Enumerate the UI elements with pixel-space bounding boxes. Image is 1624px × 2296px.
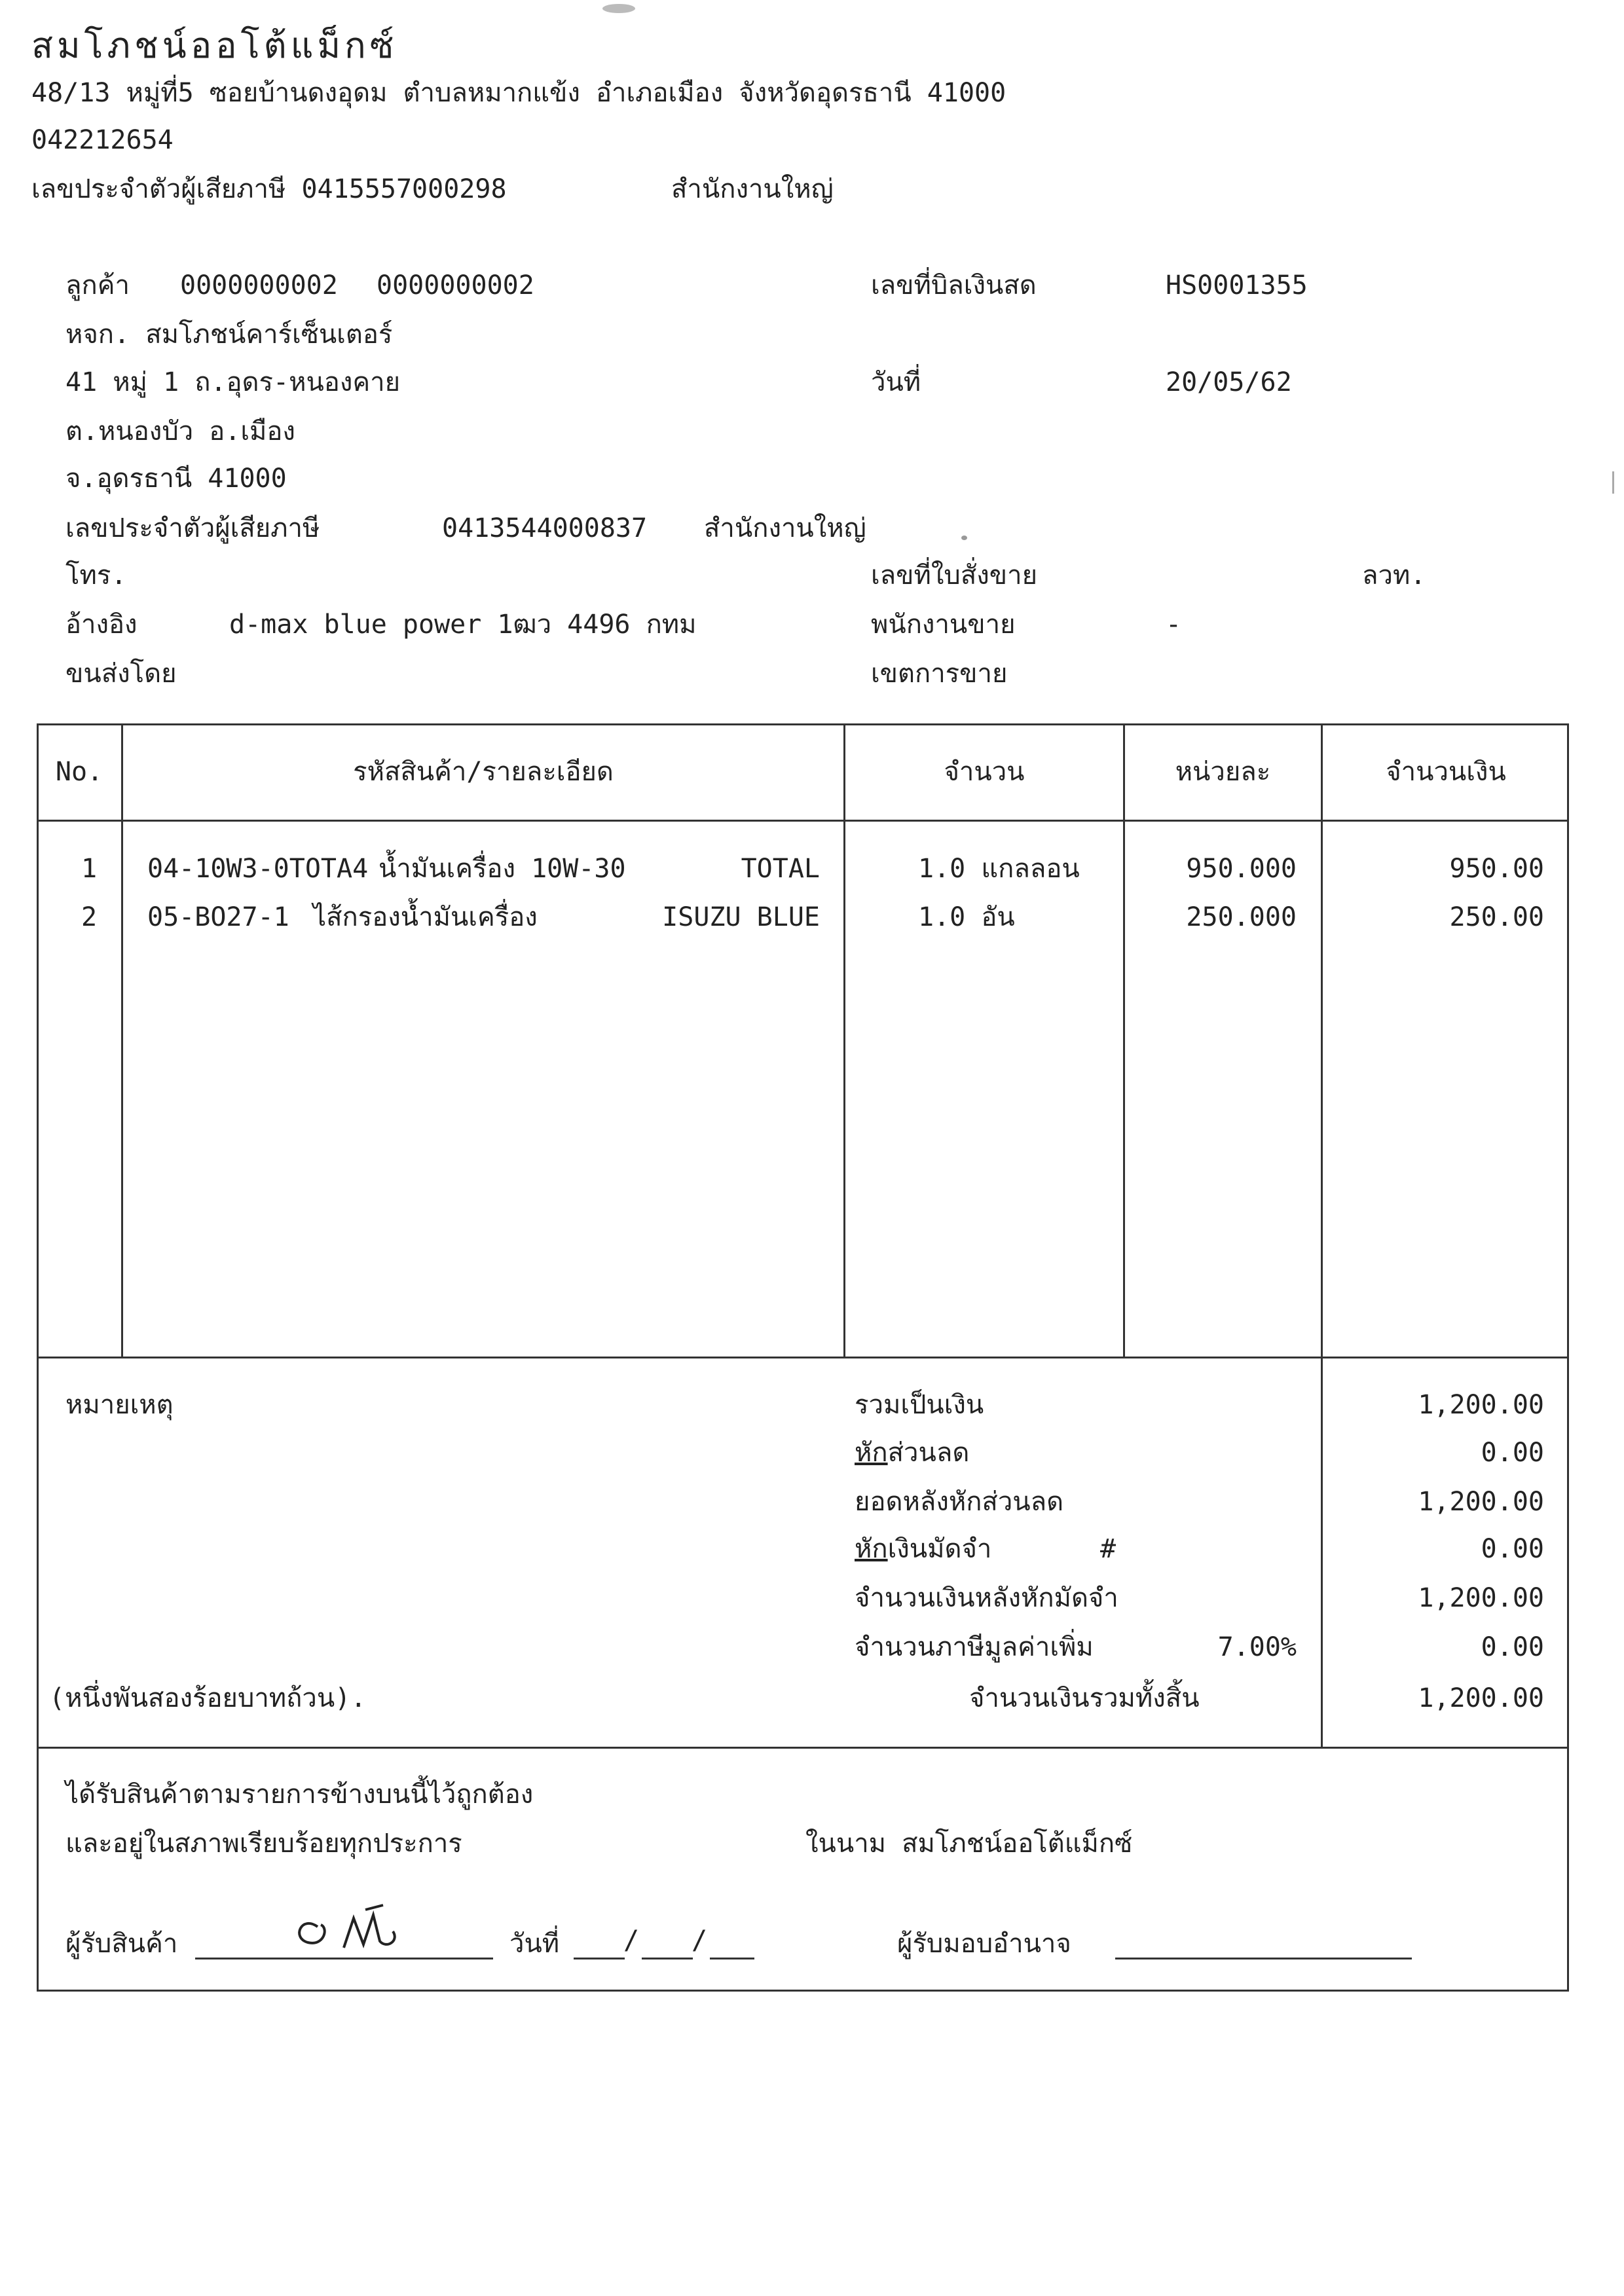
after-deposit-label: จำนวนเงินหลังหักมัดจำ — [855, 1583, 1118, 1613]
company-name: สมโภชน์ออโต้แม็กซ์ — [31, 25, 398, 66]
remark-label: หมายเหตุ — [65, 1390, 174, 1420]
col-divider-1 — [121, 723, 123, 1357]
receive-date-month — [642, 1958, 693, 1959]
row-2-code: 05-BO27-1 — [147, 902, 289, 932]
bill-no-label: เลขที่บิลเงินสด — [871, 270, 1037, 301]
receive-date-sep-2: / — [692, 1925, 708, 1956]
items-bottom-divider — [37, 1357, 1569, 1358]
invoice-date: 20/05/62 — [1166, 367, 1292, 397]
authorized-signature-line — [1115, 1958, 1412, 1959]
total-label: จำนวนเงินรวมทั้งสิ้น — [969, 1683, 1200, 1713]
total-value: 1,200.00 — [1418, 1683, 1544, 1713]
discount-label-deduct: หัก — [855, 1438, 888, 1468]
receive-date-day — [574, 1958, 625, 1959]
customer-phone-label: โทร. — [65, 560, 127, 591]
on-behalf-of: ในนาม สมโภชน์ออโต้แม็กซ์ — [805, 1829, 1133, 1859]
row-2-qty: 1.0 อัน — [918, 902, 1015, 932]
sales-order-value: ลวท. — [1362, 560, 1426, 591]
customer-address-1: 41 หมู่ 1 ถ.อุดร-หนองคาย — [65, 367, 401, 397]
customer-tax-id: 0413544000837 — [442, 513, 648, 543]
deposit-hash: # — [1100, 1534, 1116, 1564]
customer-tax-label: เลขประจำตัวผู้เสียภาษี — [65, 513, 320, 543]
col-divider-3 — [1123, 723, 1125, 1357]
sales-order-label: เลขที่ใบสั่งขาย — [871, 560, 1038, 591]
header-no: No. — [55, 757, 103, 787]
receive-date-sep-1: / — [623, 1925, 640, 1956]
receiver-signature — [288, 1902, 413, 1961]
sales-area-label: เขตการขาย — [871, 659, 1008, 689]
vat-rate: 7.00% — [1217, 1632, 1297, 1662]
shipping-label: ขนส่งโดย — [65, 659, 177, 689]
customer-address-3: จ.อุดรธานี 41000 — [65, 464, 287, 494]
received-line-1: ได้รับสินค้าตามรายการข้างบนนี้ไว้ถูกต้อง — [65, 1779, 534, 1810]
vat-label: จำนวนภาษีมูลค่าเพิ่ม — [855, 1632, 1094, 1662]
after-deposit-value: 1,200.00 — [1418, 1583, 1544, 1613]
summary-bottom-divider — [37, 1747, 1569, 1749]
row-1-no: 1 — [81, 854, 98, 884]
amount-in-words: (หนึ่งพันสองร้อยบาทถ้วน). — [49, 1683, 367, 1713]
row-2-amount: 250.00 — [1449, 902, 1544, 932]
discount-value: 0.00 — [1481, 1438, 1544, 1468]
deposit-label-deduct: หัก — [855, 1534, 888, 1564]
row-2-brand: ISUZU BLUE — [662, 902, 820, 932]
header-unit-price: หน่วยละ — [1175, 757, 1271, 787]
header-divider — [37, 820, 1569, 822]
header-description: รหัสสินค้า/รายละเอียด — [353, 757, 614, 787]
customer-name: หจก. สมโภชน์คาร์เซ็นเตอร์ — [65, 319, 393, 350]
company-address: 48/13 หมู่ที่5 ซอยบ้านดงอุดม ตำบลหมากแข้ง อำเภอเมือง จังหวัดอุดรธานี 41000 — [31, 78, 1006, 108]
subtotal-label: รวมเป็นเงิน — [855, 1390, 984, 1420]
subtotal-value: 1,200.00 — [1418, 1390, 1544, 1420]
after-discount-value: 1,200.00 — [1418, 1487, 1544, 1517]
reference-label: อ้างอิง — [65, 610, 138, 640]
col-divider-2 — [843, 723, 845, 1357]
company-branch: สำนักงานใหญ่ — [671, 174, 834, 204]
customer-label: ลูกค้า — [65, 270, 130, 301]
header-quantity: จำนวน — [944, 757, 1025, 787]
deposit-label-rest: เงินมัดจำ — [887, 1534, 992, 1564]
row-1-brand: TOTAL — [741, 854, 820, 884]
bill-no: HS0001355 — [1166, 270, 1308, 301]
discount-label — [855, 1437, 969, 1468]
receiver-label: ผู้รับสินค้า — [65, 1929, 178, 1959]
company-tax-id: เลขประจำตัวผู้เสียภาษี 0415557000298 — [31, 174, 507, 204]
deposit-label — [855, 1533, 991, 1565]
salesperson-value: - — [1166, 610, 1182, 640]
customer-code-1: 0000000002 — [180, 270, 338, 301]
customer-code-2: 0000000002 — [377, 270, 534, 301]
row-2-no: 2 — [81, 902, 98, 932]
scan-mark — [602, 4, 635, 13]
receive-date-year — [710, 1958, 754, 1959]
row-2-unit-price: 250.000 — [1186, 902, 1297, 932]
after-discount-label: ยอดหลังหักส่วนลด — [855, 1487, 1064, 1517]
company-phone: 042212654 — [31, 125, 174, 155]
row-1-unit-price: 950.000 — [1186, 854, 1297, 884]
discount-label-rest: ส่วนลด — [887, 1438, 970, 1468]
header-amount: จำนวนเงิน — [1386, 757, 1506, 787]
salesperson-label: พนักงานขาย — [871, 610, 1016, 640]
receive-date-label: วันที่ — [509, 1929, 560, 1959]
invoice-date-label: วันที่ — [871, 367, 921, 397]
vat-value: 0.00 — [1481, 1632, 1544, 1662]
reference-value: d-max blue power 1ฒว 4496 กทม — [229, 610, 697, 640]
customer-branch: สำนักงานใหญ่ — [704, 513, 866, 543]
deposit-value: 0.00 — [1481, 1534, 1544, 1564]
row-2-desc: ไส้กรองน้ำมันเครื่อง — [313, 902, 538, 932]
scan-speck — [961, 536, 967, 540]
row-1-code: 04-10W3-0TOTA4 — [147, 854, 369, 884]
customer-address-2: ต.หนองบัว อ.เมือง — [65, 416, 295, 446]
received-line-2: และอยู่ในสภาพเรียบร้อยทุกประการ — [65, 1829, 462, 1859]
authorized-label: ผู้รับมอบอำนาจ — [897, 1929, 1071, 1959]
row-1-qty: 1.0 แกลลอน — [918, 854, 1080, 884]
row-1-amount: 950.00 — [1449, 854, 1544, 884]
row-1-desc: น้ำมันเครื่อง 10W-30 — [378, 854, 626, 884]
scan-edge-mark — [1612, 471, 1614, 494]
